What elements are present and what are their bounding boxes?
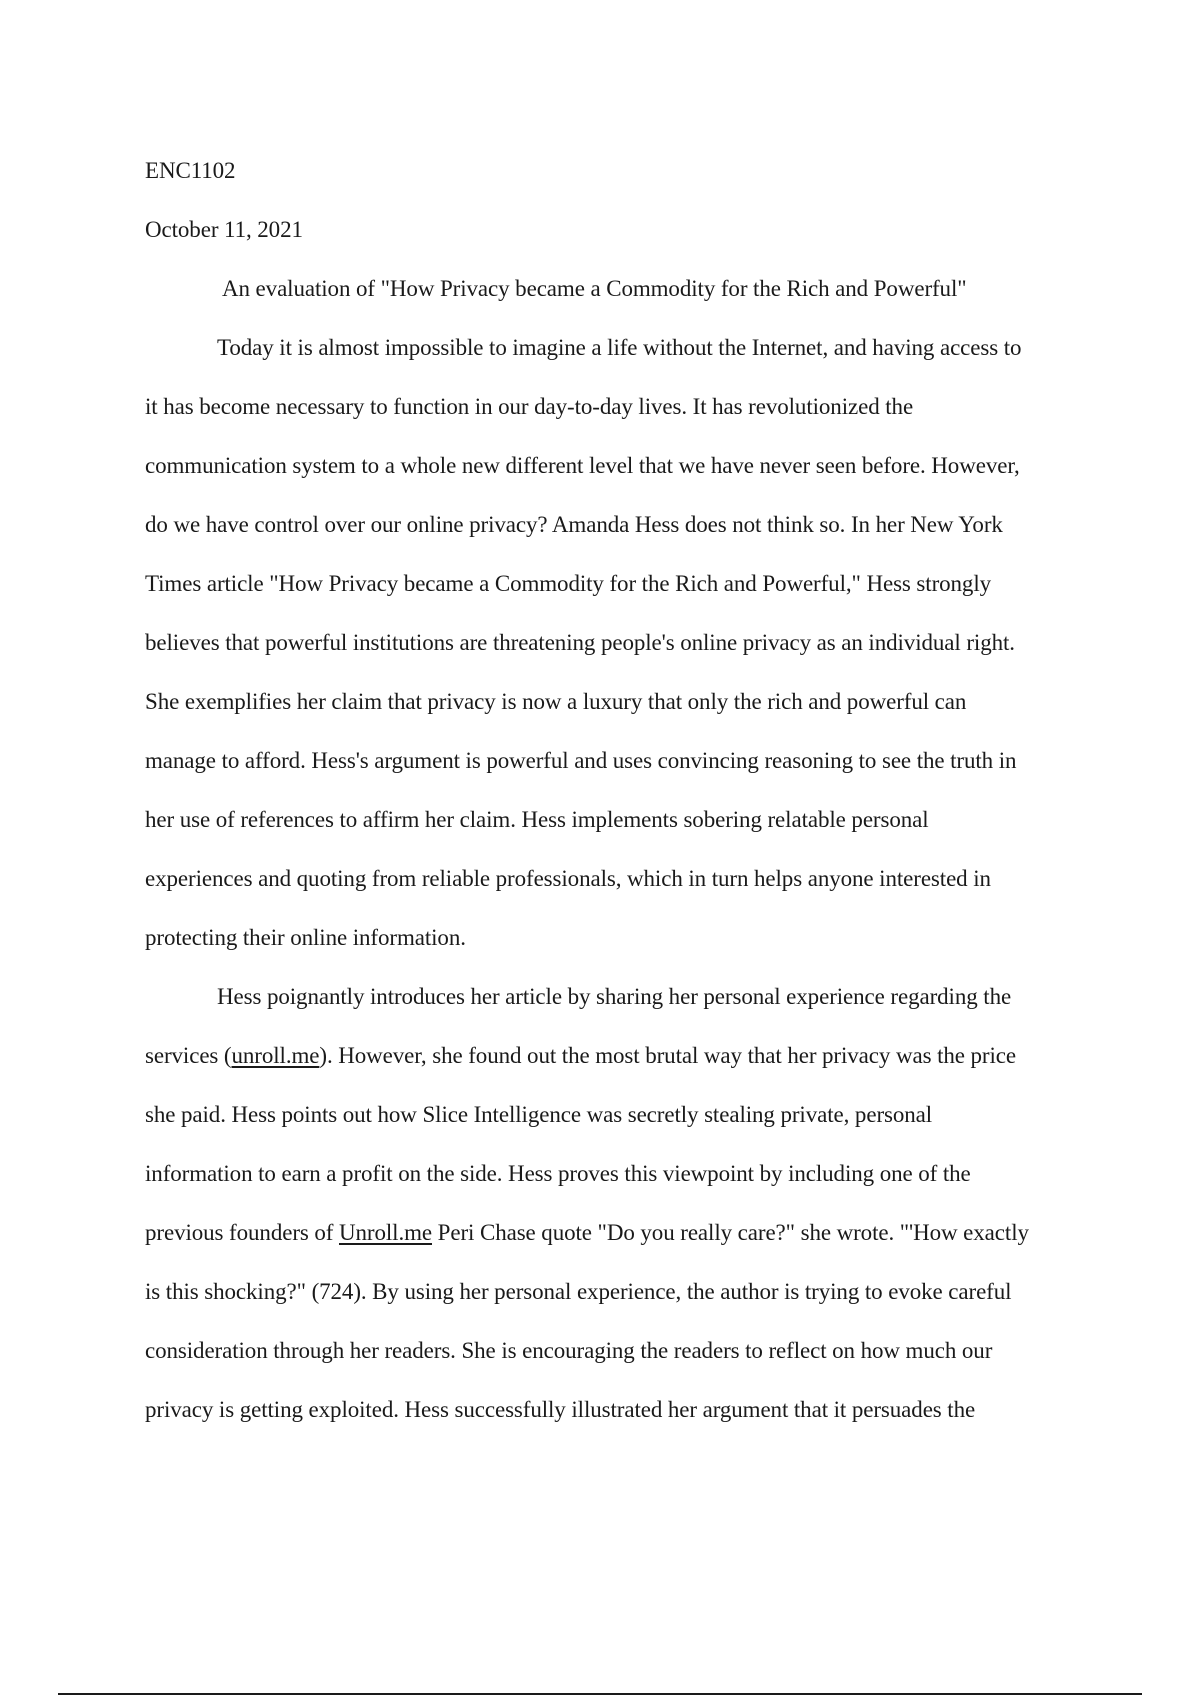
unroll-me-founders-link[interactable]: Unroll.me: [339, 1220, 432, 1245]
paragraph-line: information to earn a profit on the side. Hess proves this viewpoint by including one of the: [145, 1161, 971, 1186]
paragraph-line: it has become necessary to function in our day-to-day lives. It has revolutionized the: [145, 394, 914, 419]
paragraph-line: Hess poignantly introduces her article by sharing her personal experience regarding the: [217, 984, 1012, 1009]
line-text: previous founders of: [145, 1220, 339, 1245]
paragraph-line: experiences and quoting from reliable professionals, which in turn helps anyone interested in: [145, 866, 991, 891]
essay-title: An evaluation of "How Privacy became a Commodity for the Rich and Powerful": [222, 276, 967, 301]
paragraph-line: privacy is getting exploited. Hess successfully illustrated her argument that it persuades the: [145, 1397, 976, 1422]
line-text: Peri Chase quote "Do you really care?" she wrote. "'How exactly: [432, 1220, 1029, 1245]
paragraph-line: communication system to a whole new different level that we have never seen before. However,: [145, 453, 1020, 478]
paragraph-line: is this shocking?" (724). By using her personal experience, the author is trying to evoke careful: [145, 1279, 1012, 1304]
line-text: services (: [145, 1043, 232, 1068]
unroll-me-link[interactable]: unroll.me: [231, 1043, 320, 1068]
paragraph-2: [145, 967, 1090, 1439]
document-body: [145, 141, 1090, 1439]
paragraph-line: She exemplifies her claim that privacy is now a luxury that only the rich and powerful can: [145, 689, 967, 714]
paragraph-line: she paid. Hess points out how Slice Intelligence was secretly stealing private, personal: [145, 1102, 933, 1127]
paragraph-line: [145, 1203, 1090, 1262]
document-date: October 11, 2021: [145, 217, 303, 242]
paragraph-line: manage to afford. Hess's argument is powerful and uses convincing reasoning to see the truth in: [145, 748, 1017, 773]
paragraph-line: her use of references to affirm her claim. Hess implements sobering relatable personal: [145, 807, 929, 832]
paragraph-line: consideration through her readers. She is encouraging the readers to reflect on how much our: [145, 1338, 993, 1363]
paragraph-line: Today it is almost impossible to imagine a life without the Internet, and having access to: [217, 335, 1022, 360]
page-bottom-divider: [58, 1693, 1142, 1695]
paragraph-line: Times article "How Privacy became a Commodity for the Rich and Powerful," Hess strongly: [145, 571, 992, 596]
paragraph-line: protecting their online information.: [145, 925, 466, 950]
paragraph-line: [145, 1026, 1090, 1085]
paragraph-line: believes that powerful institutions are threatening people's online privacy as an individual right.: [145, 630, 1015, 655]
paragraph-1: [145, 318, 1090, 967]
line-text: ). However, she found out the most brutal way that her privacy was the price: [319, 1043, 1016, 1068]
paragraph-line: do we have control over our online privacy? Amanda Hess does not think so. In her New York: [145, 512, 1003, 537]
course-code: ENC1102: [145, 158, 236, 183]
